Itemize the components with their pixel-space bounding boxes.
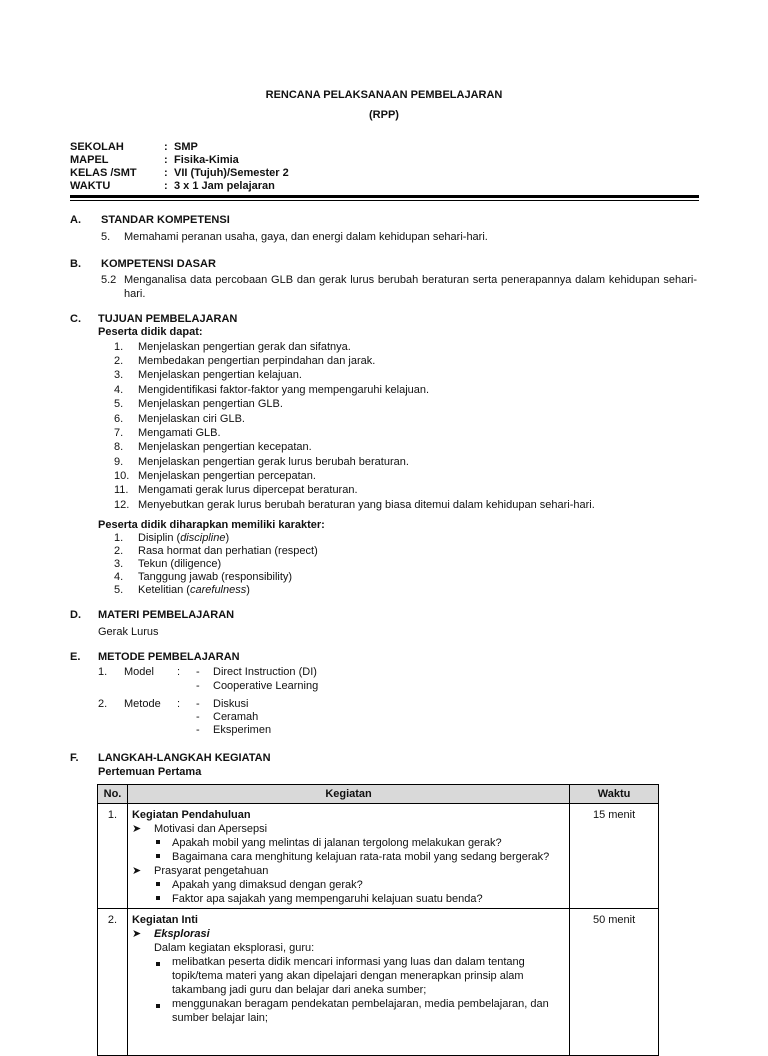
section-b-letter: B.	[70, 258, 81, 270]
column-header-kegiatan: Kegiatan	[127, 785, 569, 804]
section-d-letter: D.	[70, 609, 81, 621]
identity-colon: :	[164, 154, 168, 166]
arrow-bullet-icon: ➤	[131, 928, 142, 940]
list-item: Ketelitian (carefulness)	[138, 584, 250, 596]
square-bullet-icon	[156, 962, 160, 966]
list-item: Menjelaskan ciri GLB.	[138, 413, 245, 425]
list-item: Menjelaskan pengertian kelajuan.	[138, 369, 302, 381]
metode-number: 2.	[98, 698, 108, 710]
list-item: Apakah yang dimaksud dengan gerak?	[132, 878, 565, 892]
list-number: 3.	[114, 369, 124, 381]
section-e-heading: METODE PEMBELAJARAN	[98, 651, 240, 663]
metode-colon: :	[177, 698, 181, 710]
list-dash: -	[196, 698, 200, 710]
table-header-row	[98, 785, 659, 804]
arrow-bullet-icon: ➤	[131, 865, 142, 877]
activity-point: ➤ Motivasi dan Apersepsi	[131, 823, 268, 835]
row-activity	[127, 804, 569, 909]
list-item: menggunakan beragam pendekatan pembelajaran, media pembelajaran, dan sumber belajar lain;	[132, 997, 565, 1025]
section-c-letter: C.	[70, 313, 81, 325]
identity-label: SEKOLAH	[70, 141, 124, 153]
row-number: 2.	[98, 909, 128, 1056]
identity-value: Fisika-Kimia	[174, 154, 239, 166]
section-a-heading: STANDAR KOMPETENSI	[101, 214, 230, 226]
square-bullet-icon	[156, 840, 160, 844]
identity-label: KELAS /SMT	[70, 167, 137, 179]
list-number: 11.	[114, 484, 129, 496]
list-item: Menjelaskan pengertian kecepatan.	[138, 441, 312, 453]
section-f-heading: LANGKAH-LANGKAH KEGIATAN	[98, 752, 271, 764]
identity-value: SMP	[174, 141, 198, 153]
list-item: Diskusi	[213, 698, 249, 710]
list-item: Faktor apa sajakah yang mempengaruhi kelajuan suatu benda?	[132, 892, 565, 906]
list-item: Menjelaskan pengertian GLB.	[138, 398, 283, 410]
row-time: 15 menit	[570, 804, 659, 909]
list-item: Disiplin (discipline)	[138, 532, 230, 544]
list-item: Mengamati gerak lurus dipercepat beraturan.	[138, 484, 358, 496]
list-number: 5.	[114, 584, 124, 596]
list-number: 10.	[114, 470, 130, 482]
section-d-heading: MATERI PEMBELAJARAN	[98, 609, 235, 621]
list-item: Mengidentifikasi faktor-faktor yang mempengaruhi kelajuan.	[138, 384, 430, 396]
list-item: Menjelaskan pengertian percepatan.	[138, 470, 316, 482]
list-number: 4.	[114, 384, 124, 396]
meeting-title: Pertemuan Pertama	[98, 766, 202, 778]
row-number: 1.	[98, 804, 128, 909]
identity-value: 3 x 1 Jam pelajaran	[174, 180, 275, 192]
identity-colon: :	[164, 167, 168, 179]
section-c-subheading-2: Peserta didik diharapkan memiliki karakter:	[98, 519, 325, 531]
square-bullet-icon	[156, 854, 160, 858]
section-c-heading: TUJUAN PEMBELAJARAN	[98, 313, 238, 325]
header-divider-thin	[70, 200, 699, 201]
square-bullet-icon	[156, 882, 160, 886]
identity-label: WAKTU	[70, 180, 111, 192]
activity-intro: Dalam kegiatan eksplorasi, guru:	[153, 942, 315, 954]
header-divider-thick	[70, 195, 699, 198]
list-number: 1.	[114, 341, 124, 353]
model-number: 1.	[98, 666, 108, 678]
section-e-letter: E.	[70, 651, 81, 663]
page-subtitle: (RPP)	[369, 109, 399, 121]
identity-value: VII (Tujuh)/Semester 2	[174, 167, 289, 179]
model-colon: :	[177, 666, 181, 678]
section-d-text: Gerak Lurus	[98, 626, 159, 638]
list-number: 5.	[114, 398, 124, 410]
model-label: Model	[124, 666, 154, 678]
list-number: 8.	[114, 441, 124, 453]
list-number: 2.	[114, 355, 124, 367]
list-dash: -	[196, 666, 200, 678]
section-b-number: 5.2	[101, 274, 117, 286]
section-a-letter: A.	[70, 214, 81, 226]
list-number: 4.	[114, 571, 124, 583]
page-title: RENCANA PELAKSANAAN PEMBELAJARAN	[265, 89, 503, 101]
list-number: 1.	[114, 532, 124, 544]
identity-colon: :	[164, 141, 168, 153]
list-number: 6.	[114, 413, 124, 425]
table-row	[98, 804, 659, 909]
list-item: melibatkan peserta didik mencari informasi yang luas dan dalam tentang topik/tema materi yang akan dipelajari dengan menerapkan prinsip alam takambang jadi guru dan belajar dari aneka sumber;	[132, 955, 565, 997]
activity-point: ➤ Eksplorasi	[131, 928, 210, 940]
table-row	[98, 909, 659, 1056]
list-item: Membedakan pengertian perpindahan dan jarak.	[138, 355, 376, 367]
list-number: 2.	[114, 545, 124, 557]
list-item: Menjelaskan pengertian gerak dan sifatnya.	[138, 341, 351, 353]
list-dash: -	[196, 680, 200, 692]
column-header-waktu: Waktu	[570, 785, 659, 804]
list-item: Eksperimen	[213, 724, 272, 736]
square-bullet-icon	[156, 1004, 160, 1008]
row-time: 50 menit	[570, 909, 659, 1056]
square-bullet-icon	[156, 896, 160, 900]
list-item: Mengamati GLB.	[138, 427, 221, 439]
activity-title: Kegiatan Pendahuluan	[131, 809, 251, 821]
section-b-text: Menganalisa data percobaan GLB dan gerak lurus berubah beraturan serta penerapannya dalam kehidupan sehari-hari.	[124, 274, 697, 300]
row-activity	[127, 909, 569, 1056]
list-item: Tanggung jawab (responsibility)	[138, 571, 293, 583]
list-item: Bagaimana cara menghitung kelajuan rata-rata mobil yang sedang bergerak?	[132, 850, 565, 864]
list-item: Apakah mobil yang melintas di jalanan tergolong melakukan gerak?	[132, 836, 565, 850]
section-c-subheading: Peserta didik dapat:	[98, 326, 203, 338]
list-item: Direct Instruction (DI)	[213, 666, 317, 678]
section-a-number: 5.	[101, 231, 111, 243]
list-dash: -	[196, 724, 200, 736]
activities-table	[97, 784, 659, 1056]
activity-point: ➤ Prasyarat pengetahuan	[131, 865, 269, 877]
activity-title: Kegiatan Inti	[131, 914, 198, 926]
identity-label: MAPEL	[70, 154, 109, 166]
identity-colon: :	[164, 180, 168, 192]
section-f-letter: F.	[70, 752, 79, 764]
list-dash: -	[196, 711, 200, 723]
section-b-heading: KOMPETENSI DASAR	[101, 258, 216, 270]
list-number: 9.	[114, 456, 124, 468]
arrow-bullet-icon: ➤	[131, 823, 142, 835]
list-number: 3.	[114, 558, 124, 570]
list-item: Rasa hormat dan perhatian (respect)	[138, 545, 318, 557]
column-header-no: No.	[98, 785, 128, 804]
list-item: Tekun (diligence)	[138, 558, 222, 570]
list-item: Ceramah	[213, 711, 259, 723]
metode-label: Metode	[124, 698, 161, 710]
list-item: Menyebutkan gerak lurus berubah beraturan yang biasa ditemui dalam kehidupan sehari-hari.	[138, 499, 595, 511]
list-number: 7.	[114, 427, 124, 439]
list-item: Menjelaskan pengertian gerak lurus berubah beraturan.	[138, 456, 409, 468]
list-item: Cooperative Learning	[213, 680, 319, 692]
section-a-text: Memahami peranan usaha, gaya, dan energi dalam kehidupan sehari-hari.	[124, 231, 488, 243]
list-number: 12.	[114, 499, 130, 511]
